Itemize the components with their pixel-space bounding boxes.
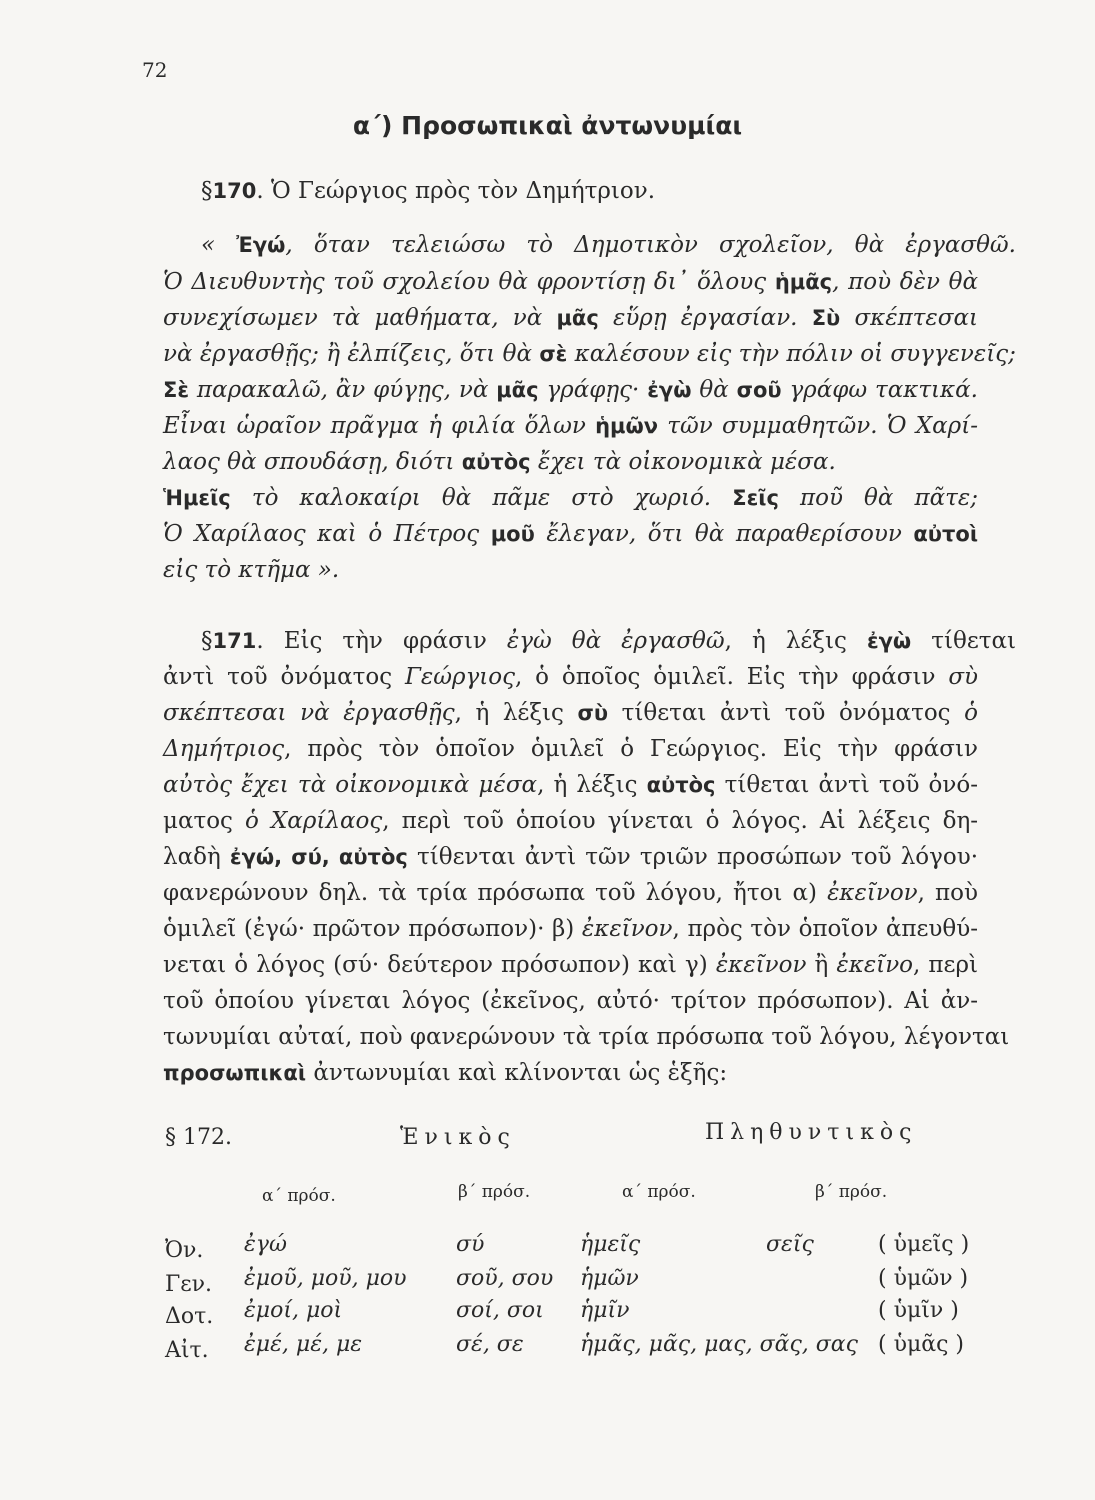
cell-sg2: σέ, σε [456,1332,524,1357]
cell-sg1: ἐγώ [244,1232,287,1257]
cell-pl1: ἡμᾶς, μᾶς, μας, σᾶς, σας [580,1332,858,1357]
cell-sg2: σοί, σοι [456,1298,544,1323]
s170-line-9: Ὁ Χαρίλαος καὶ ὁ Πέτρος μοῦ ἔλεγαν, ὅτι θὰ παραθερίσουν αὐτοὶ [163,521,978,547]
cell-pl2-ancient: ( ὑμῖν ) [878,1298,959,1323]
cell-pl2-ancient: ( ὑμεῖς ) [878,1232,970,1257]
s170-line-2: Ὁ Διευθυντὴς τοῦ σχολείου θὰ φροντίσῃ δι᾽ ὅλους ἡμᾶς, ποὺ δὲν θὰ [163,269,978,295]
cell-pl2-ancient: ( ὑμᾶς ) [878,1332,965,1357]
s171-line-9: ὁμιλεῖ (ἐγώ· πρῶτον πρόσωπον)· β) ἐκεῖνον, πρὸς τὸν ὁποῖον ἀπευθύ- [163,916,978,942]
s170-line-6: Εἶναι ὡραῖον πρᾶγμα ἡ φιλία ὅλων ἡμῶν τῶν συμμαθητῶν. Ὁ Χαρί- [163,413,978,439]
section-heading: α΄) Προσωπικαὶ ἀντωνυμίαι [352,111,743,140]
s171-line-12: τωνυμίαι αὐταί, ποὺ φανερώνουν τὰ τρία πρόσωπα τοῦ λόγου, λέγονται [163,1024,1010,1050]
s171-line-8: φανερώνουν δηλ. τὰ τρία πρόσωπα τοῦ λόγου, ἤτοι α) ἐκεῖνον, ποὺ [163,880,978,906]
s171-line-1: §171. Εἰς τὴν φράσιν ἐγὼ θὰ ἐργασθῶ, ἡ λέξις ἐγὼ τίθεται [201,628,1017,654]
cell-pl2-ancient: ( ὑμῶν ) [878,1266,969,1291]
subheader-singular-1st: α΄ πρόσ. [262,1186,336,1206]
cell-pl1: ἡμῶν [580,1266,639,1291]
s170-line-7: λαος θὰ σπουδάσῃ, διότι αὐτὸς ἔχει τὰ οἰκονομικὰ μέσα. [163,449,836,475]
page-number: 72 [142,58,168,82]
s170-line-8: Ἡμεῖς τὸ καλοκαίρι θὰ πᾶμε στὸ χωριό. Σεῖς ποῦ θὰ πᾶτε; [163,485,978,511]
cell-pl1: ἡμεῖς [580,1232,641,1257]
s171-line-11: τοῦ ὁποίου γίνεται λόγος (ἐκεῖνος, αὐτό· τρίτον πρόσωπον). Αἱ ἀν- [163,988,978,1014]
plural-header: Πληθυντικὸς [705,1120,918,1145]
case-label: Αἰτ. [165,1338,209,1363]
cell-sg2: σύ [456,1232,485,1257]
case-label: Γεν. [165,1272,213,1297]
case-label: Δοτ. [165,1304,214,1329]
s171-line-13: προσωπικαὶ ἀντωνυμίαι καὶ κλίνονται ὡς ἑξῆς: [163,1060,728,1086]
cell-sg1: ἐμοί, μοὶ [244,1298,343,1323]
cell-pl2: σεῖς [766,1232,814,1257]
s170-intro: §170. Ὁ Γεώργιος πρὸς τὸν Δημήτριον. [201,178,656,204]
subheader-plural-2nd: β΄ πρόσ. [815,1182,888,1202]
s171-line-2: ἀντὶ τοῦ ὀνόματος Γεώργιος, ὁ ὁποῖος ὁμιλεῖ. Εἰς τὴν φράσιν σὺ [163,664,978,690]
s171-line-4: Δημήτριος, πρὸς τὸν ὁποῖον ὁμιλεῖ ὁ Γεώργιος. Εἰς τὴν φράσιν [163,736,978,762]
subheader-plural-1st: α΄ πρόσ. [622,1182,696,1202]
s171-line-3: σκέπτεσαι νὰ ἐργασθῇς, ἡ λέξις σὺ τίθεται ἀντὶ τοῦ ὀνόματος ὁ [163,700,978,726]
s171-line-5: αὐτὸς ἔχει τὰ οἰκονομικὰ μέσα, ἡ λέξις αὐτὸς τίθεται ἀντὶ τοῦ ὀνό- [163,772,978,798]
s170-line-5: Σὲ παρακαλῶ, ἂν φύγῃς, νὰ μᾶς γράφῃς· ἐγὼ θὰ σοῦ γράφω τακτικά. [163,377,978,403]
s170-line-4: νὰ ἐργασθῇς; ἢ ἐλπίζεις, ὅτι θὰ σὲ καλέσουν εἰς τὴν πόλιν οἱ συγγενεῖς; [163,341,1016,367]
s171-line-7: λαδὴ ἐγώ, σύ, αὐτὸς τίθενται ἀντὶ τῶν τριῶν προσώπων τοῦ λόγου· [163,844,979,870]
s172-label: § 172. [165,1125,232,1150]
s170-line-10: εἰς τὸ κτῆμα ». [163,557,340,583]
cell-sg1: ἐμέ, μέ, με [244,1332,363,1357]
cell-sg2: σοῦ, σου [456,1266,554,1291]
cell-pl1: ἡμῖν [580,1298,630,1323]
case-label: Ὀν. [165,1238,204,1263]
subheader-singular-2nd: β΄ πρόσ. [458,1182,531,1202]
cell-sg1: ἐμοῦ, μοῦ, μου [244,1266,407,1291]
singular-header: Ἑνικὸς [400,1125,516,1150]
s170-line-1: « Ἐγώ, ὅταν τελειώσω τὸ Δημοτικὸν σχολεῖον, θὰ ἐργασθῶ. [201,232,1016,258]
s170-line-3: συνεχίσωμεν τὰ μαθήματα, νὰ μᾶς εὕρῃ ἐργασίαν. Σὺ σκέπτεσαι [163,305,978,331]
s171-line-10: νεται ὁ λόγος (σύ· δεύτερον πρόσωπον) καὶ γ) ἐκεῖνον ἢ ἐκεῖνο, περὶ [163,952,979,978]
s171-line-6: ματος ὁ Χαρίλαος, περὶ τοῦ ὁποίου γίνεται ὁ λόγος. Αἱ λέξεις δη- [163,808,978,834]
